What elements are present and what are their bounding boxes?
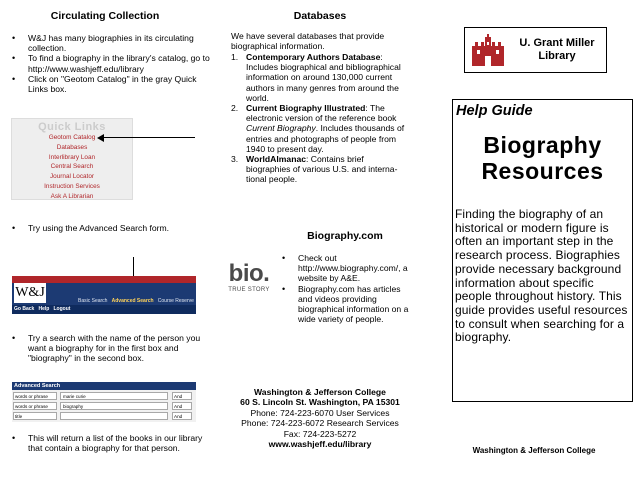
quick-link-geotom[interactable]: Geotom Catalog [48, 134, 96, 141]
quick-link-central-search[interactable]: Central Search [50, 163, 94, 171]
library-logo [464, 27, 607, 73]
quick-link-journal-locator[interactable]: Journal Locator [49, 173, 95, 181]
search-row [12, 412, 196, 422]
quick-link-databases[interactable]: Databases [56, 143, 88, 151]
arrowhead-left-icon [97, 134, 104, 142]
nav-logout[interactable]: Logout [53, 306, 71, 312]
list-number: 2. [231, 103, 239, 114]
guide-description: Finding the biography of an historical or modern figure is often an important step in the research process. Biographies provide necessary background information about specific people throughout history. This guide provides useful resources to consult when searching for a biography. [455, 207, 628, 345]
library-name-line1: U. Grant Miller [519, 37, 595, 49]
quick-link-instruction[interactable]: Instruction Services [44, 182, 100, 190]
nav-advanced-search[interactable]: Advanced Search [111, 298, 154, 304]
address-block [222, 387, 418, 449]
list-item [231, 52, 409, 103]
help-guide-panel [452, 99, 633, 402]
nav-go-back[interactable]: Go Back [14, 306, 35, 312]
list-item: • Check out http://www.biography.com/, a website by A&E. [280, 253, 414, 284]
list-item [231, 154, 409, 185]
circulating-heading: Circulating Collection [50, 10, 160, 22]
operator-select[interactable]: And [172, 412, 192, 420]
databases-list [231, 52, 409, 185]
search-row [12, 392, 196, 402]
help-guide-label: Help Guide [456, 103, 533, 119]
guide-title [453, 132, 632, 184]
castle-icon [470, 34, 506, 67]
circulating-bullets [10, 33, 210, 94]
phone-research-services: Phone: 724-223-6072 Research Services [241, 418, 399, 429]
quick-link-ask-librarian[interactable]: Ask A Librarian [50, 192, 94, 200]
database-desc: : The electronic version of the reference book [246, 103, 397, 124]
database-desc: : Contains brief biographies of various U.S. and interna-tional people. [246, 154, 398, 185]
advanced-search-title: Advanced Search [12, 382, 196, 390]
database-desc: : Includes biographical and bibliographical information on around 130,000 current authors in many genres from around the world. [246, 52, 401, 103]
list-item: • Click on "Geotom Catalog" in the gray Quick Links box. [10, 74, 210, 94]
quick-links-title: Quick Links [38, 121, 106, 133]
library-name [509, 37, 605, 63]
college-name: Washington & Jefferson College [254, 387, 386, 397]
search-input[interactable]: marie curie [60, 392, 168, 400]
search-bullet [10, 333, 210, 364]
search-row [12, 402, 196, 412]
bio-logo-word: bio. [228, 260, 270, 287]
nav-course-reserve[interactable]: Course Reserve [157, 298, 194, 304]
database-desc: . Includes thousands of entries and photographs of people from 1940 to present day. [246, 123, 405, 154]
database-name: Contemporary Authors Database [246, 52, 381, 62]
biography-com-heading: Biography.com [307, 230, 383, 242]
databases-heading: Databases [293, 10, 347, 22]
advanced-bullet [10, 223, 210, 233]
operator-select[interactable]: And [172, 392, 192, 400]
nav-basic-search[interactable]: Basic Search [78, 298, 108, 304]
operator-select[interactable]: And [172, 402, 192, 410]
list-number: 1. [231, 52, 239, 62]
search-input[interactable]: biography [60, 402, 168, 410]
database-name: WorldAlmanac [246, 154, 307, 165]
field-type-select[interactable]: words or phrase [13, 402, 57, 410]
guide-title-line1: Biography [483, 132, 602, 158]
bio-bullets [280, 253, 414, 324]
search-input[interactable] [60, 412, 168, 420]
list-item: • Try a search with the name of the person you want a biography for in the first box and "biography" in the second box. [10, 333, 210, 364]
site-nav [78, 298, 194, 304]
list-item: • Biography.com has articles and videos providing biographical information on a wide variety of people. [280, 284, 414, 325]
library-web-link[interactable]: www.washjeff.edu/library [268, 439, 372, 450]
site-bar-red-strip [12, 276, 196, 283]
bio-logo-tagline: TRUE STORY [228, 287, 270, 293]
library-name-line2: Library [538, 50, 576, 62]
wj-logo[interactable] [14, 283, 46, 303]
quick-links-box [11, 118, 133, 200]
site-subnav [12, 305, 196, 314]
bio-logo [222, 262, 276, 298]
quick-link-ill[interactable]: Interlibrary Loan [48, 153, 96, 161]
list-number: 3. [231, 154, 239, 165]
site-bar [12, 276, 196, 314]
guide-title-line2: Resources [481, 158, 604, 184]
field-type-select[interactable]: title [13, 412, 57, 420]
list-item: • To find a biography in the library's catalog, go to http://www.washjeff.edu/library [10, 53, 210, 73]
result-bullet [10, 433, 210, 453]
list-item: • Try using the Advanced Search form. [10, 223, 210, 233]
advanced-search-form [12, 382, 196, 422]
list-item [231, 103, 409, 154]
arrow-left-icon [100, 137, 195, 138]
wj-logo-text: W&J [15, 285, 45, 300]
list-item: • W&J has many biographies in its circulating collection. [10, 33, 210, 53]
footer-college: Washington & Jefferson College [472, 446, 596, 455]
list-item: • This will return a list of the books in our library that contain a biography for that person. [10, 433, 210, 453]
databases-intro: We have several databases that provide biographical information. [231, 31, 385, 52]
database-name: Current Biography Illustrated [246, 103, 366, 114]
nav-help[interactable]: Help [38, 306, 50, 312]
phone-user-services: Phone: 724-223-6070 User Services [250, 407, 390, 418]
street-address: 60 S. Lincoln St. Washington, PA 15301 [240, 397, 400, 408]
field-type-select[interactable]: words or phrase [13, 392, 57, 400]
fax: Fax: 724-223-5272 [283, 428, 357, 439]
book-title: Current Biography [246, 123, 316, 134]
